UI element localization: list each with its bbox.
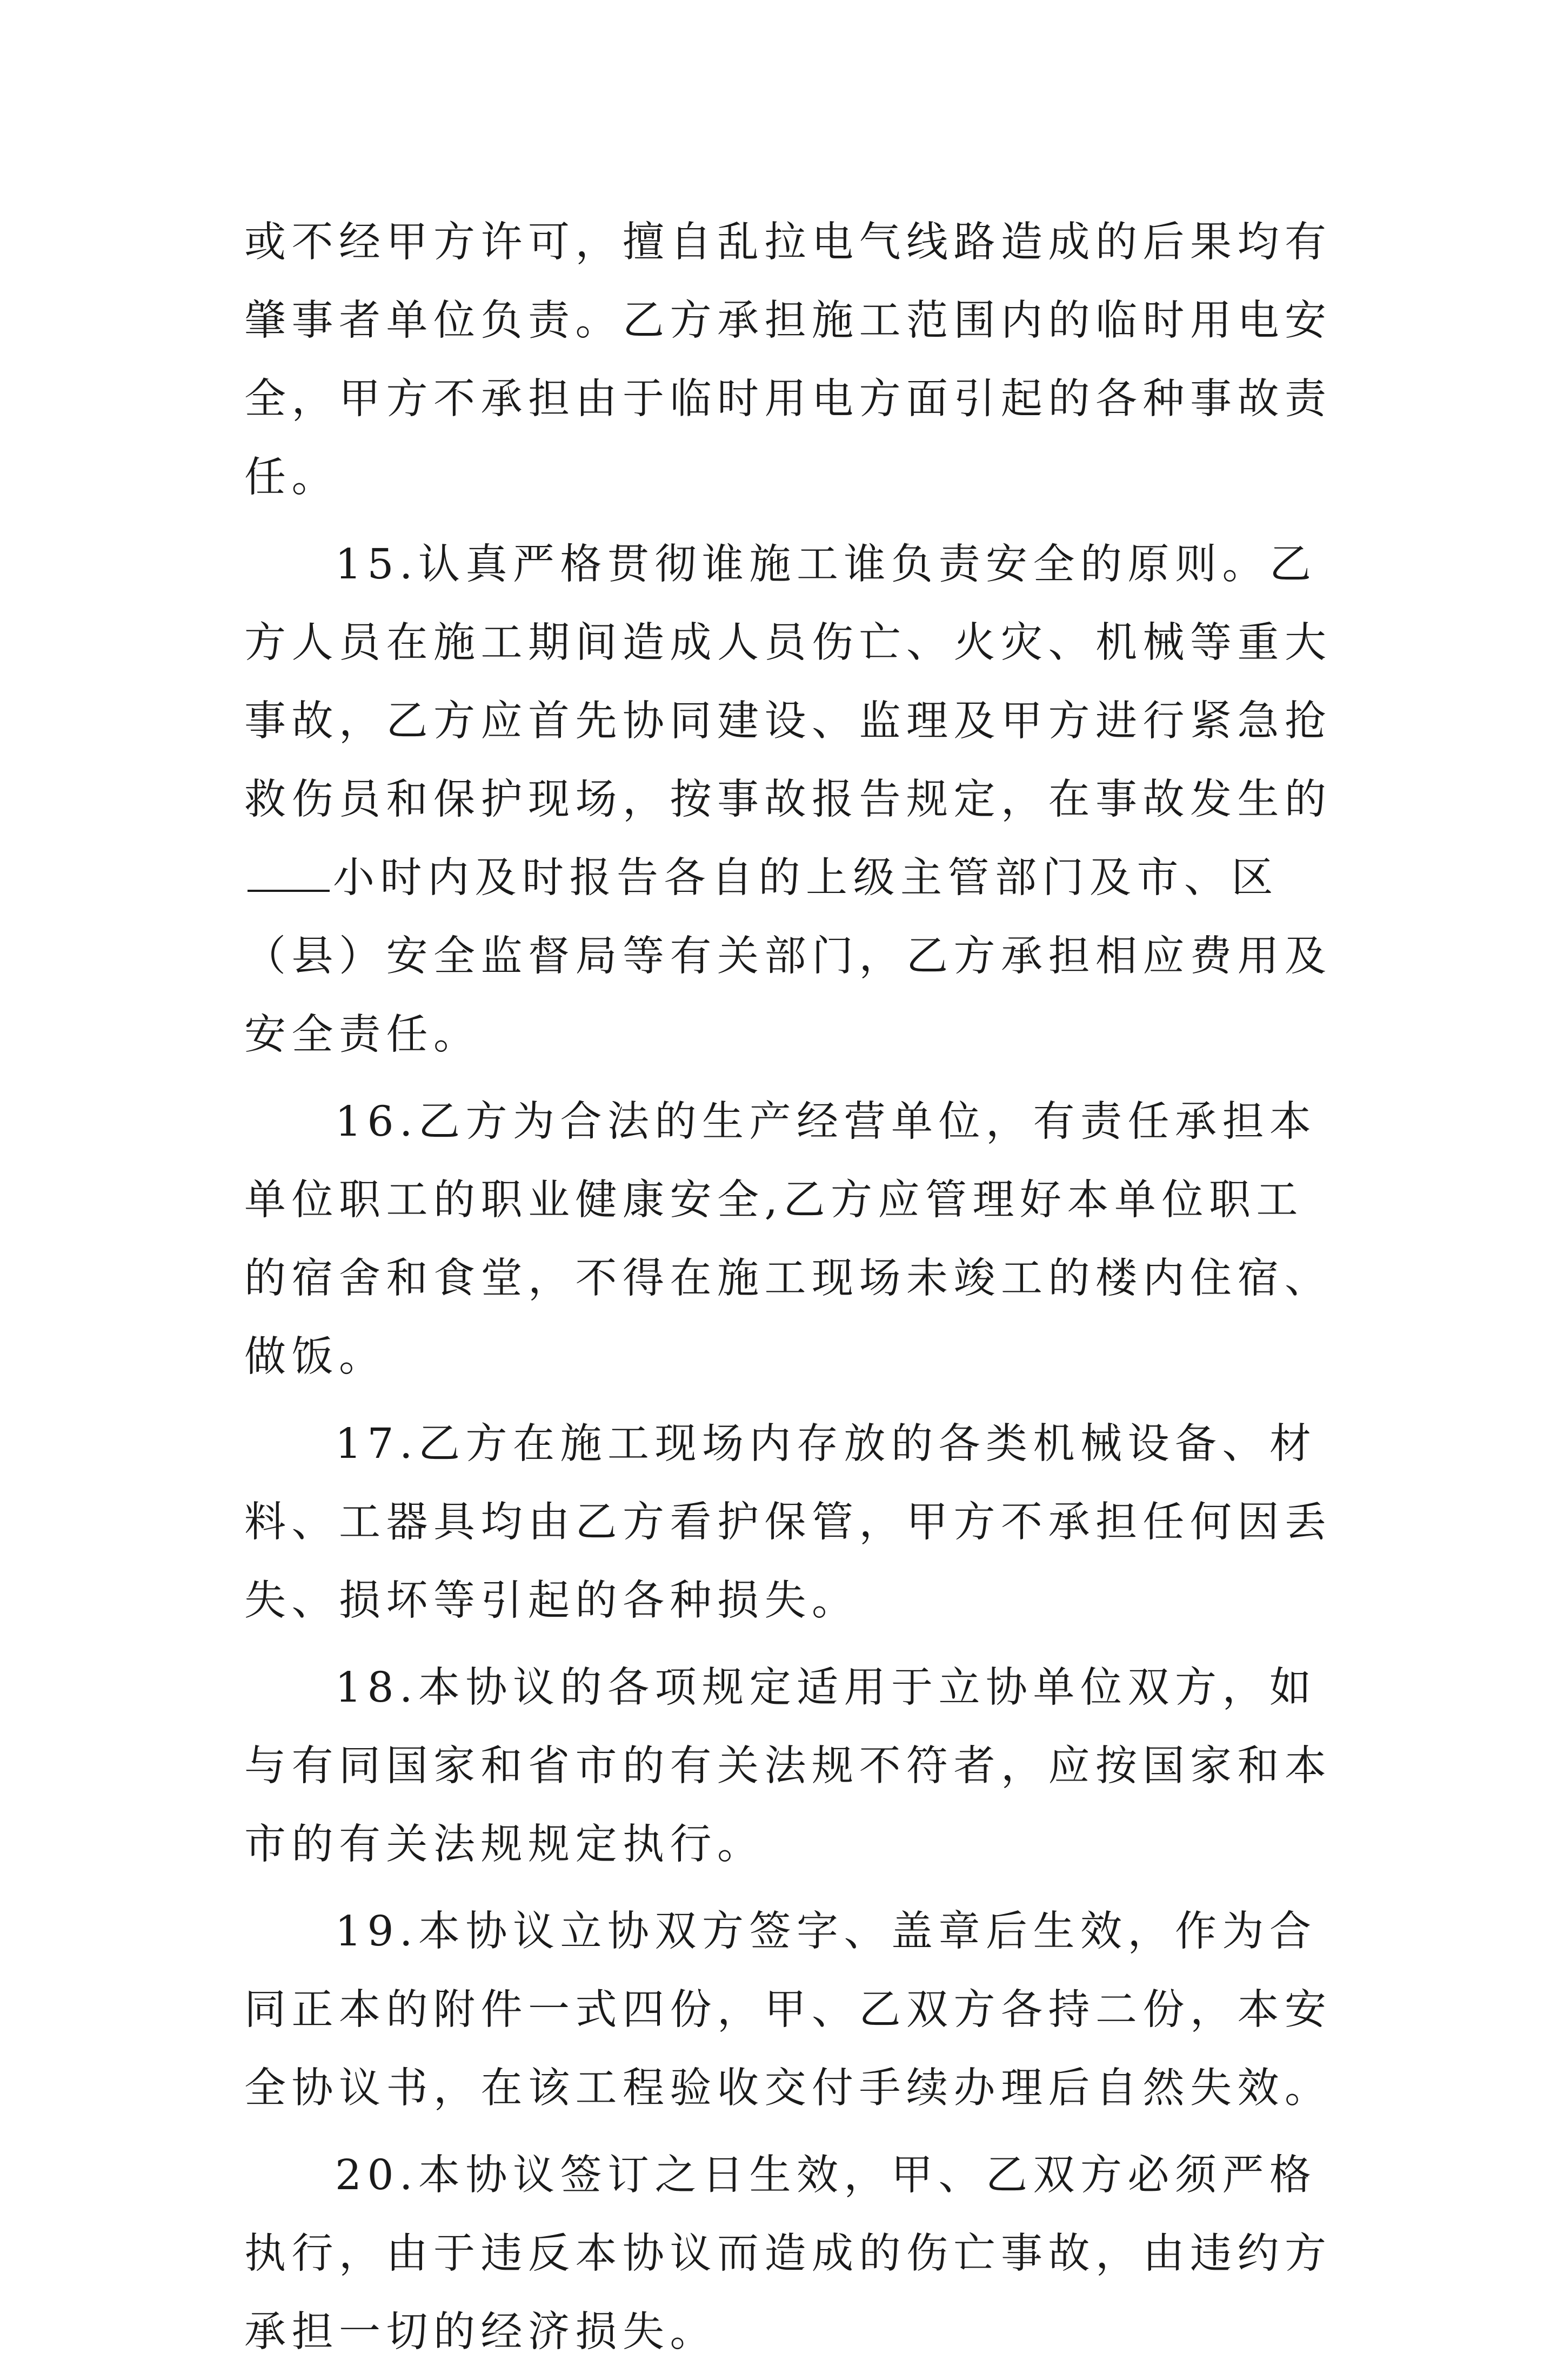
- paragraph-18: 18.本协议的各项规定适用于立协单位双方，如与有同国家和省市的有关法规不符者，应按国家和本市的有关法规规定执行。: [244, 1664, 1332, 1869]
- paragraph-17: 17.乙方在施工现场内存放的各类机械设备、材料、工器具均由乙方看护保管，甲方不承担任何因丢失、损坏等引起的各种损失。: [244, 1420, 1332, 1625]
- paragraph-14-continued: 或不经甲方许可，擅自乱拉电气线路造成的后果均有肇事者单位负责。乙方承担施工范围内的临时用电安全，甲方不承担由于临时用电方面引起的各种事故责任。: [244, 218, 1332, 502]
- paragraph-15-text-before: 15.认真严格贯彻谁施工谁负责安全的原则。乙方人员在施工期间造成人员伤亡、火灾、机械等重大事故，乙方应首先协同建设、监理及甲方进行紧急抢救伤员和保护现场，按事故报告规定，在事故发生的: [244, 541, 1332, 824]
- paragraph-15-text-after: 小时内及时报告各自的上级主管部门及市、区（县）安全监督局等有关部门，乙方承担相应费用及安全责任。: [244, 854, 1332, 1059]
- document-body: [244, 203, 1336, 2380]
- paragraph-20: 20.本协议签订之日生效，甲、乙双方必须严格执行，由于违反本协议而造成的伤亡事故，由违约方承担一切的经济损失。: [244, 2151, 1332, 2356]
- fill-in-blank-hours: [248, 862, 330, 892]
- paragraph-15: [244, 525, 1336, 1074]
- paragraph-16: 16.乙方为合法的生产经营单位，有责任承担本单位职工的职业健康安全,乙方应管理好本单位职工的宿舍和食堂，不得在施工现场未竣工的楼内住宿、做饭。: [244, 1098, 1332, 1381]
- paragraph-19: 19.本协议立协双方签字、盖章后生效，作为合同正本的附件一式四份，甲、乙双方各持二份，本安全协议书，在该工程验收交付手续办理后自然失效。: [244, 1908, 1332, 2112]
